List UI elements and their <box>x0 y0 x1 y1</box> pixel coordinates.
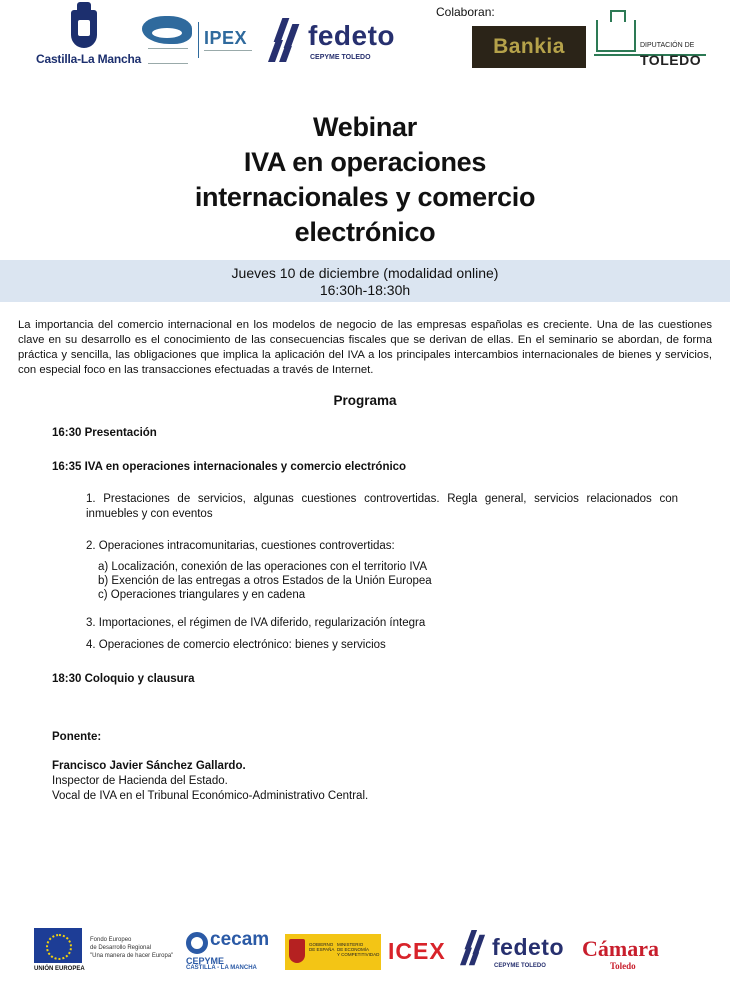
camara-toledo-logo: Cámara Toledo <box>582 936 659 971</box>
ipex-logo: IPEX <box>140 16 255 68</box>
topic-2a: a) Localización, conexión de las operaciones con el territorio IVA <box>98 561 427 573</box>
header-logos <box>0 0 730 80</box>
spain-coat-of-arms-icon <box>289 939 305 963</box>
fedeto-mark-icon <box>268 18 302 64</box>
topic-2b: b) Exención de las entregas a otros Estados de la Unión Europea <box>98 575 432 587</box>
eu-flag-icon <box>34 928 82 963</box>
ponente-role-1: Inspector de Hacienda del Estado. <box>52 775 228 787</box>
union-europea-logo: UNIÓN EUROPEA Fondo Europeo de Desarrollo Regional "Una manera de hacer Europa" <box>34 928 184 974</box>
time-line: 16:30h-18:30h <box>319 282 411 298</box>
intro-paragraph: La importancia del comercio internacional en los modelos de negocio de las empresas españolas es creciente. Una de las cuestiones clave en su desarrollo es el conocimiento de las consecuencias fiscales que se derivan de ellas. En el seminario se abordan, de forma práctica y sencilla, las obligaciones que implica la aplicación del IVA a los principales intercambios internacionales de bienes y servicios, con especial foco en las transacciones efectuadas a través de Internet. <box>18 319 712 376</box>
agenda-item-iva: 16:35 IVA en operaciones internacionales y comercio electrónico <box>52 461 407 473</box>
diputacion-toledo-logo: DIPUTACIÓN DE TOLEDO <box>594 12 706 70</box>
page-title: Webinar IVA en operaciones internacionales y comercio electrónico <box>194 112 536 247</box>
ponente-block <box>52 759 368 804</box>
topic-2c: c) Operaciones triangulares y en cadena <box>98 589 306 601</box>
date-line: Jueves 10 de diciembre (modalidad online) <box>231 265 499 281</box>
ponente-role-2: Vocal de IVA en el Tribunal Económico-Administrativo Central. <box>52 790 369 802</box>
bankia-logo: Bankia <box>472 26 586 68</box>
fedeto-footer-logo: fedeto CEPYME TOLEDO <box>460 930 578 974</box>
castilla-la-mancha-logo: Castilla-La Mancha <box>36 10 131 70</box>
topic-2: 2. Operaciones intracomunitarias, cuestiones controvertidas: <box>86 540 395 552</box>
topic-1: 1. Prestaciones de servicios, algunas cuestiones controvertidas. Regla general, servicios relacionados con inmuebles y con eventos <box>86 493 678 520</box>
topic-3: 3. Importaciones, el régimen de IVA diferido, regularización íntegra <box>86 617 426 629</box>
coat-of-arms-icon <box>71 10 97 48</box>
ponente-label: Ponente: <box>52 731 102 743</box>
ponente-name: Francisco Javier Sánchez Gallardo. <box>52 760 246 772</box>
fedeto-mark-icon <box>460 930 487 967</box>
programa-heading: Programa <box>333 393 397 408</box>
cecam-logo: cecam CEPYME CASTILLA - LA MANCHA <box>186 929 270 971</box>
date-band <box>0 260 730 302</box>
colaboran-label: Colaboran: <box>436 5 495 19</box>
agenda-item-clausura: 18:30 Coloquio y clausura <box>52 673 195 685</box>
ipex-wave-icon <box>142 16 192 44</box>
gobierno-espana-logo: GOBIERNO DE ESPAÑA MINISTERIO DE ECONOMÍA Y COMPETITIVIDAD <box>285 934 381 970</box>
fedeto-logo: fedeto CEPYME TOLEDO <box>268 18 413 68</box>
topic-4: 4. Operaciones de comercio electrónico: bienes y servicios <box>86 639 386 651</box>
icex-logo: ICEX <box>388 938 446 964</box>
agenda-item-presentacion: 16:30 Presentación <box>52 427 157 439</box>
cecam-circle-icon <box>186 932 208 954</box>
building-icon <box>596 20 636 52</box>
